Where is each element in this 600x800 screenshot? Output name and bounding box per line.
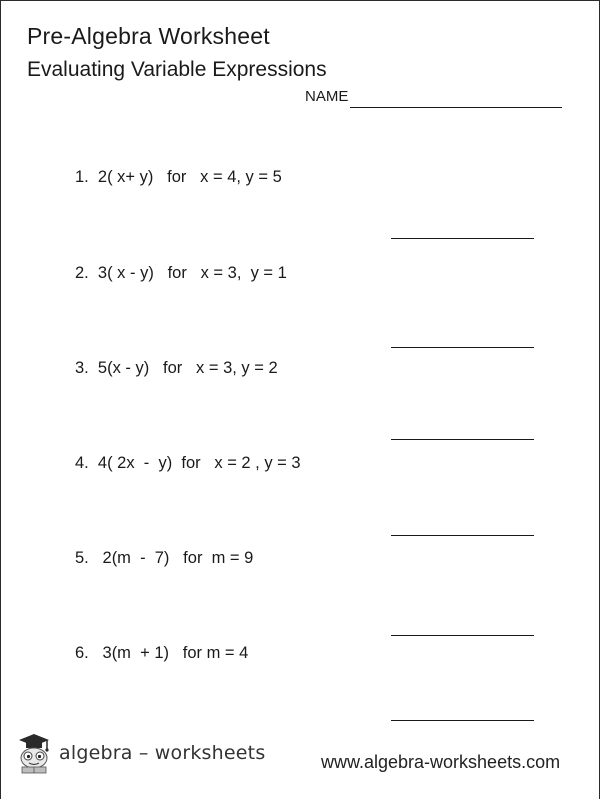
footer-brand-text: algebra – worksheets — [59, 742, 266, 764]
footer-website-link[interactable]: www.algebra-worksheets.com — [321, 752, 561, 772]
problem-6: 6. 3(m + 1) for m = 4 — [75, 644, 249, 662]
name-field-row — [305, 88, 562, 105]
problem-5: 5. 2(m - 7) for m = 9 — [75, 549, 254, 567]
problem-2: 2. 3( x - y) for x = 3, y = 1 — [75, 264, 287, 282]
footer-logo — [13, 731, 265, 775]
answer-line-4[interactable] — [391, 535, 534, 536]
answer-line-6[interactable] — [391, 720, 534, 721]
graduation-cap-mascot-icon — [13, 731, 55, 775]
worksheet-title: Pre-Algebra Worksheet — [27, 23, 270, 49]
answer-line-2[interactable] — [391, 347, 534, 348]
worksheet-subtitle: Evaluating Variable Expressions — [27, 58, 327, 81]
problem-4: 4. 4( 2x - y) for x = 2 , y = 3 — [75, 454, 301, 472]
problem-3: 3. 5(x - y) for x = 3, y = 2 — [75, 359, 278, 377]
answer-line-1[interactable] — [391, 238, 534, 239]
answer-line-5[interactable] — [391, 635, 534, 636]
answer-line-3[interactable] — [391, 439, 534, 440]
problem-1: 1. 2( x+ y) for x = 4, y = 5 — [75, 168, 282, 186]
name-label: NAME — [305, 88, 349, 105]
name-blank-line[interactable] — [350, 107, 562, 108]
